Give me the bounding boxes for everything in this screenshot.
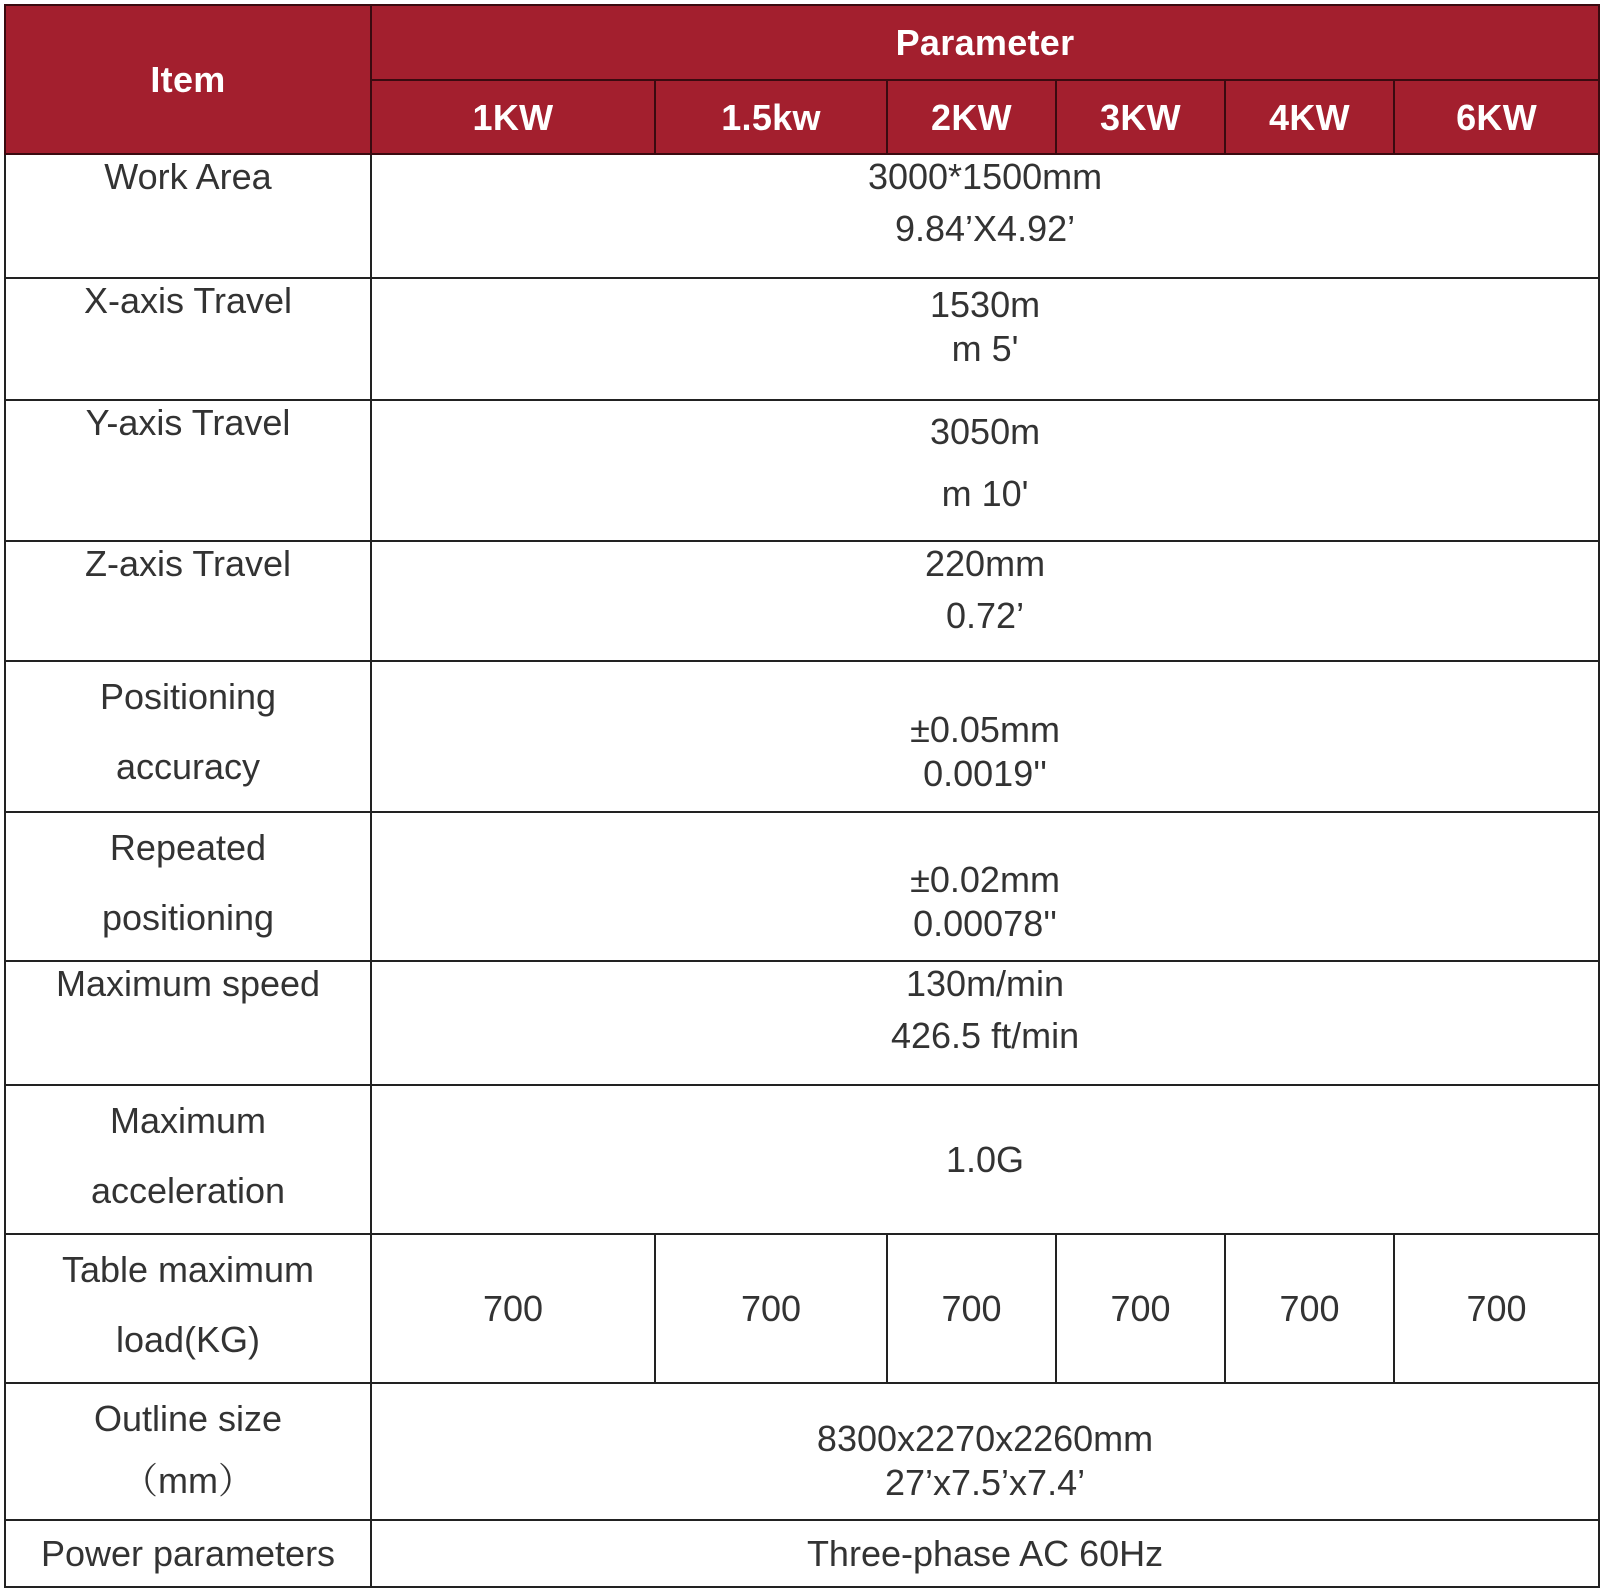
value-maximum-speed [371, 961, 1599, 1085]
value-outline-size [371, 1383, 1599, 1520]
specification-table [4, 4, 1600, 1588]
load-value-1-5kw: 700 [655, 1234, 887, 1383]
y-axis-travel-line2: m 10' [941, 473, 1029, 515]
z-axis-travel-line2: 0.72’ [946, 595, 1025, 637]
value-x-axis-travel [371, 278, 1599, 400]
model-header-4kw: 4KW [1225, 80, 1394, 153]
row-work-area [5, 154, 1599, 278]
accel-label-line1: Maximum [109, 1100, 266, 1142]
z-axis-travel-line1: 220mm [925, 543, 1046, 585]
model-header-3kw: 3KW [1056, 80, 1225, 153]
row-maximum-speed [5, 961, 1599, 1085]
outline-label-line1: Outline size [93, 1398, 283, 1440]
label-power-parameters: Power parameters [5, 1520, 371, 1587]
outline-imperial: 27’x7.5’x7.4’ [884, 1462, 1086, 1504]
label-x-axis-travel: X-axis Travel [5, 278, 371, 400]
label-outline-size [5, 1383, 371, 1520]
load-value-3kw: 700 [1056, 1234, 1225, 1383]
label-z-axis-travel: Z-axis Travel [5, 541, 371, 661]
row-y-axis-travel [5, 400, 1599, 541]
max-speed-metric: 130m/min [906, 963, 1065, 1005]
load-label-line2: load(KG) [115, 1319, 261, 1361]
positioning-label-line1: Positioning [99, 676, 277, 718]
work-area-imperial: 9.84’X4.92’ [894, 207, 1076, 249]
accel-label-line2: acceleration [90, 1170, 286, 1212]
label-maximum-acceleration [5, 1085, 371, 1234]
load-value-1kw: 700 [371, 1234, 655, 1383]
value-maximum-acceleration: 1.0G [371, 1085, 1599, 1234]
value-work-area [371, 154, 1599, 278]
repeated-label-line2: positioning [101, 897, 275, 939]
row-table-maximum-load [5, 1234, 1599, 1383]
y-axis-travel-line1: 3050m [930, 411, 1041, 453]
repeated-label-line1: Repeated [109, 827, 267, 869]
work-area-metric: 3000*1500mm [867, 155, 1103, 197]
item-column-header: Item [5, 5, 371, 154]
positioning-metric: ±0.05mm [910, 708, 1060, 750]
label-positioning-accuracy [5, 661, 371, 812]
positioning-label-line2: accuracy [115, 746, 261, 788]
load-value-2kw: 700 [887, 1234, 1056, 1383]
outline-label-line2: （mm） [122, 1460, 254, 1502]
value-z-axis-travel [371, 541, 1599, 661]
model-header-6kw: 6KW [1394, 80, 1599, 153]
model-header-2kw: 2KW [887, 80, 1056, 153]
value-power-parameters: Three-phase AC 60Hz [371, 1520, 1599, 1587]
value-repeated-positioning [371, 812, 1599, 961]
row-positioning-accuracy [5, 661, 1599, 812]
load-value-6kw: 700 [1394, 1234, 1599, 1383]
model-header-1kw: 1KW [371, 80, 655, 153]
repeated-metric: ±0.02mm [910, 858, 1060, 900]
row-power-parameters [5, 1520, 1599, 1587]
positioning-imperial: 0.0019'' [923, 752, 1047, 794]
load-value-4kw: 700 [1225, 1234, 1394, 1383]
row-maximum-acceleration [5, 1085, 1599, 1234]
parameter-column-header: Parameter [371, 5, 1599, 80]
row-x-axis-travel [5, 278, 1599, 400]
label-work-area: Work Area [5, 154, 371, 278]
label-table-maximum-load [5, 1234, 371, 1383]
label-repeated-positioning [5, 812, 371, 961]
row-outline-size [5, 1383, 1599, 1520]
label-y-axis-travel: Y-axis Travel [5, 400, 371, 541]
model-header-1-5kw: 1.5kw [655, 80, 887, 153]
row-repeated-positioning [5, 812, 1599, 961]
load-label-line1: Table maximum [61, 1249, 315, 1291]
row-z-axis-travel [5, 541, 1599, 661]
label-maximum-speed: Maximum speed [5, 961, 371, 1085]
value-y-axis-travel [371, 400, 1599, 541]
x-axis-travel-line2: m 5' [951, 328, 1019, 370]
x-axis-travel-line1: 1530m [930, 284, 1041, 326]
value-positioning-accuracy [371, 661, 1599, 812]
repeated-imperial: 0.00078'' [913, 902, 1057, 944]
header-row-top [5, 5, 1599, 80]
outline-metric: 8300x2270x2260mm [816, 1418, 1154, 1460]
max-speed-imperial: 426.5 ft/min [890, 1015, 1080, 1057]
